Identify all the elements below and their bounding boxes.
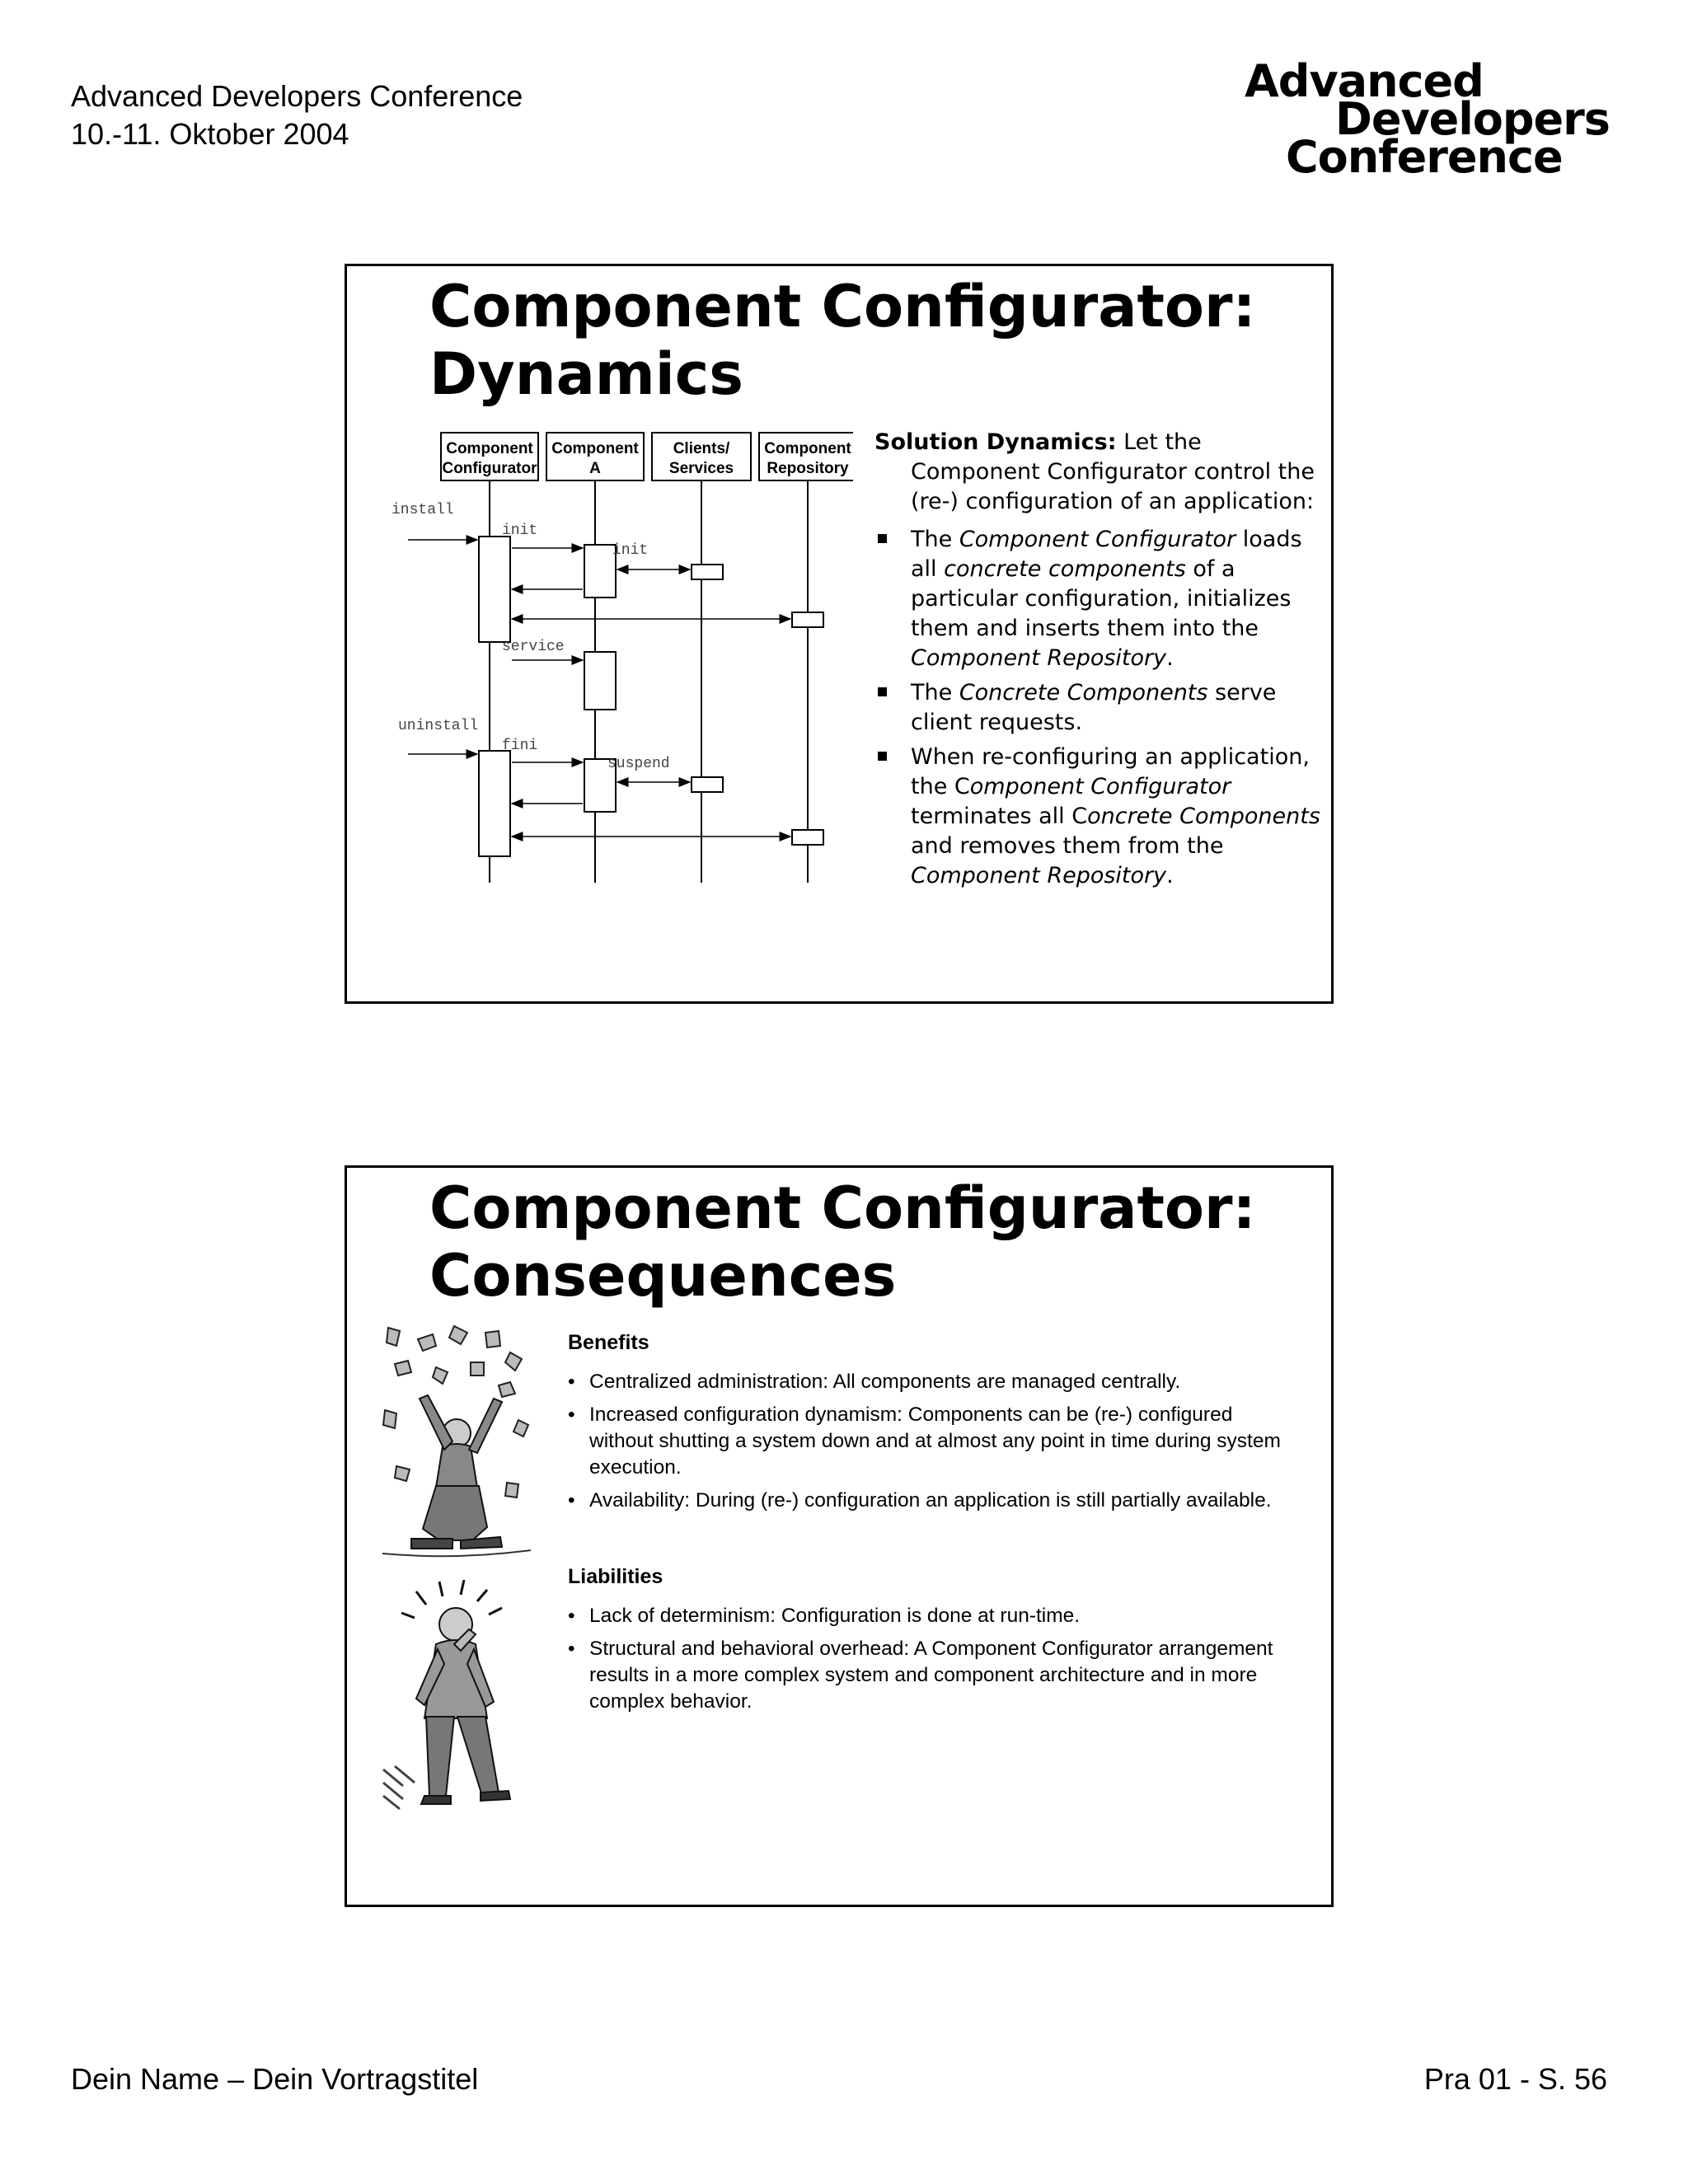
lifeline-label: Configurator — [442, 460, 537, 477]
conference-name: Advanced Developers Conference — [71, 79, 523, 113]
sequence-diagram — [392, 431, 853, 893]
slide-dynamics — [345, 264, 1334, 1004]
intro-rest: Let the Component Configurator control the (re-) configuration of an application: — [911, 429, 1315, 514]
conference-date: 10.-11. Oktober 2004 — [71, 117, 349, 151]
message-service: service — [502, 639, 565, 655]
activation-clients — [692, 565, 723, 579]
activation-component-a — [584, 545, 616, 598]
message-suspend: suspend — [607, 756, 670, 772]
square-bullet-icon — [878, 752, 887, 761]
slide-consequences — [345, 1165, 1334, 1907]
footer-page-number: Pra 01 - S. 56 — [1423, 2062, 1607, 2096]
dynamics-intro — [874, 428, 1324, 517]
activation-clients-suspend — [692, 777, 723, 792]
lifeline-label: Repository — [767, 460, 849, 477]
liabilities-heading: Liabilities — [568, 1565, 663, 1588]
intro-bold: Solution Dynamics: — [874, 429, 1117, 455]
bullet-text: . — [1166, 863, 1174, 888]
italic-term: Component Repository — [911, 645, 1167, 671]
bullet-text: The — [911, 527, 959, 552]
title-line-2: Dynamics — [429, 340, 743, 408]
worried-man-illustration — [378, 1580, 535, 1819]
bullet-text: The — [911, 680, 959, 705]
italic-term: concrete components — [944, 556, 1186, 582]
bullet-text: . — [1166, 645, 1174, 671]
title-line-1: Component Configurator: — [429, 273, 1256, 340]
square-bullet-icon — [878, 534, 887, 543]
benefit-item: • Increased configuration dynamism: Components can be (re-) configured without shutting a system down and at almost any point in time during system execution. — [568, 1402, 1293, 1481]
dynamics-bullet — [874, 743, 1324, 891]
title-line-1: Component Configurator: — [429, 1174, 1256, 1242]
lifeline-label: Services — [668, 460, 734, 477]
activation-repository — [792, 612, 823, 627]
dynamics-text — [874, 428, 1324, 896]
logo-line-1: Advanced — [1245, 55, 1484, 107]
celebrating-man-illustration — [378, 1321, 535, 1560]
message-init-clients: init — [612, 542, 649, 559]
dynamics-bullet — [874, 678, 1324, 738]
logo-line-3: Conference — [1286, 131, 1563, 183]
liabilitie-item: • Structural and behavioral overhead: A Component Configurator arrangement results in a more complex system and component architecture and in more complex behavior. — [568, 1636, 1293, 1715]
lifeline-component-repository — [759, 433, 853, 480]
liabilitie-item: • Lack of determinism: Configuration is done at run-time. — [568, 1603, 1293, 1629]
dynamics-bullet — [874, 525, 1324, 673]
title-line-2: Consequences — [429, 1242, 897, 1310]
conference-logo — [1245, 55, 1632, 183]
activation-configurator-uninstall — [479, 751, 510, 856]
logo-line-2: Developers — [1335, 93, 1610, 145]
bullet-text: and removes them from the — [911, 833, 1224, 859]
liabilities-list — [568, 1603, 1293, 1722]
lifeline-clients-services — [652, 433, 751, 480]
activation-component-a-service — [584, 652, 616, 710]
dynamics-bullet-list — [874, 525, 1324, 891]
conference-header — [71, 77, 523, 153]
footer-speaker-title: Dein Name – Dein Vortragstitel — [71, 2062, 479, 2096]
bullet-text: terminates all C — [911, 804, 1088, 829]
slide-title — [429, 1174, 1256, 1310]
activation-repository-remove — [792, 830, 823, 845]
bullet-text: serve client requests. — [911, 680, 1277, 735]
italic-term: Component Repository — [911, 863, 1167, 888]
message-init: init — [502, 523, 538, 539]
lifeline-label: Clients/ — [673, 440, 730, 457]
message-uninstall: uninstall — [398, 718, 479, 734]
bullet-text: of a particular configuration, initializes them and inserts them into the — [911, 556, 1292, 641]
square-bullet-icon — [878, 687, 887, 696]
slide-title — [429, 273, 1256, 408]
italic-term: oncrete Components — [1087, 804, 1320, 829]
lifeline-label: Component — [764, 440, 851, 457]
lifeline-component-a — [546, 433, 644, 480]
italic-term: Component Configurator — [959, 527, 1236, 552]
benefits-list — [568, 1369, 1293, 1521]
bullet-text: loads all — [911, 527, 1302, 582]
benefit-item: • Centralized administration: All components are managed centrally. — [568, 1369, 1293, 1395]
lifeline-label: Component — [446, 440, 533, 457]
lifeline-label: A — [589, 460, 601, 477]
bullet-text: When re-configuring an application, the C — [911, 744, 1310, 799]
activation-configurator — [479, 537, 510, 642]
message-fini: fini — [502, 738, 538, 754]
italic-term: omponent Configurator — [969, 774, 1231, 799]
italic-term: Concrete Components — [959, 680, 1208, 705]
benefits-heading: Benefits — [568, 1331, 649, 1354]
lifeline-label: Component — [551, 440, 639, 457]
lifeline-component-configurator — [441, 433, 538, 480]
message-install: install — [392, 502, 454, 518]
benefit-item: • Availability: During (re-) configuration an application is still partially available. — [568, 1488, 1293, 1514]
